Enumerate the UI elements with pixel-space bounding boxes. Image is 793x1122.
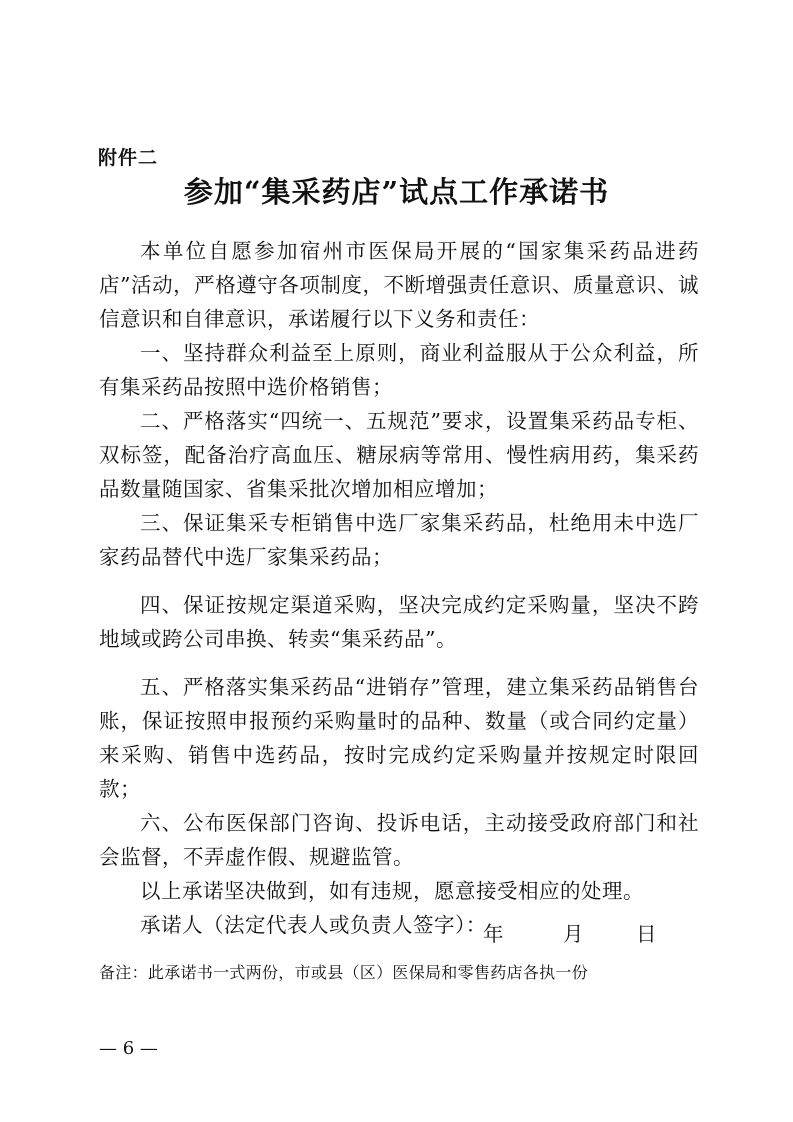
attachment-label: 附件二 xyxy=(98,147,159,169)
signature-line: 承诺人（法定代表人或负责人签字）： xyxy=(140,913,487,937)
commitment-item-4: 四、保证按规定渠道采购，坚决完成约定采购量，坚决不跨地域或跨公司串换、转卖“集采药品”。 xyxy=(99,593,699,651)
document-title: 参加“集采药店”试点工作承诺书 xyxy=(183,175,610,209)
page-number: — 6 — xyxy=(99,1038,158,1059)
date-month-label: 月 xyxy=(563,922,584,946)
commitment-item-6: 六、公布医保部门咨询、投诉电话，主动接受政府部门和社会监督，不弄虚作假、规避监管。 xyxy=(99,811,699,869)
date-day-label: 日 xyxy=(636,922,657,946)
document-body xyxy=(99,234,699,942)
commitment-item-1: 一、坚持群众利益至上原则，商业利益服从于公众利益，所有集采药品按照中选价格销售； xyxy=(99,341,699,399)
intro-paragraph: 本单位自愿参加宿州市医保局开展的“国家集采药品进药店”活动，严格遵守各项制度，不断增强责任意识、质量意识、诚信意识和自律意识，承诺履行以下义务和责任： xyxy=(99,239,699,331)
closing-statement: 以上承诺坚决做到，如有违规，愿意接受相应的处理。 xyxy=(140,879,644,903)
remark-note: 备注：此承诺书一式两份，市或县（区）医保局和零售药店各执一份 xyxy=(99,963,589,982)
date-year-label: 年 xyxy=(483,922,504,946)
commitment-item-2: 二、严格落实“四统一、五规范”要求，设置集采药品专柜、双标签，配备治疗高血压、糖尿病等常用、慢性病用药，集采药品数量随国家、省集采批次增加相应增加； xyxy=(99,409,699,501)
commitment-item-5: 五、严格落实集采药品“进销存”管理，建立集采药品销售台账，保证按照申报预约采购量时的品种、数量（或合同约定量）来采购、销售中选药品，按时完成约定采购量并按规定时限回款； xyxy=(99,675,699,801)
commitment-item-3: 三、保证集采专柜销售中选厂家集采药品，杜绝用未中选厂家药品替代中选厂家集采药品； xyxy=(99,511,699,569)
